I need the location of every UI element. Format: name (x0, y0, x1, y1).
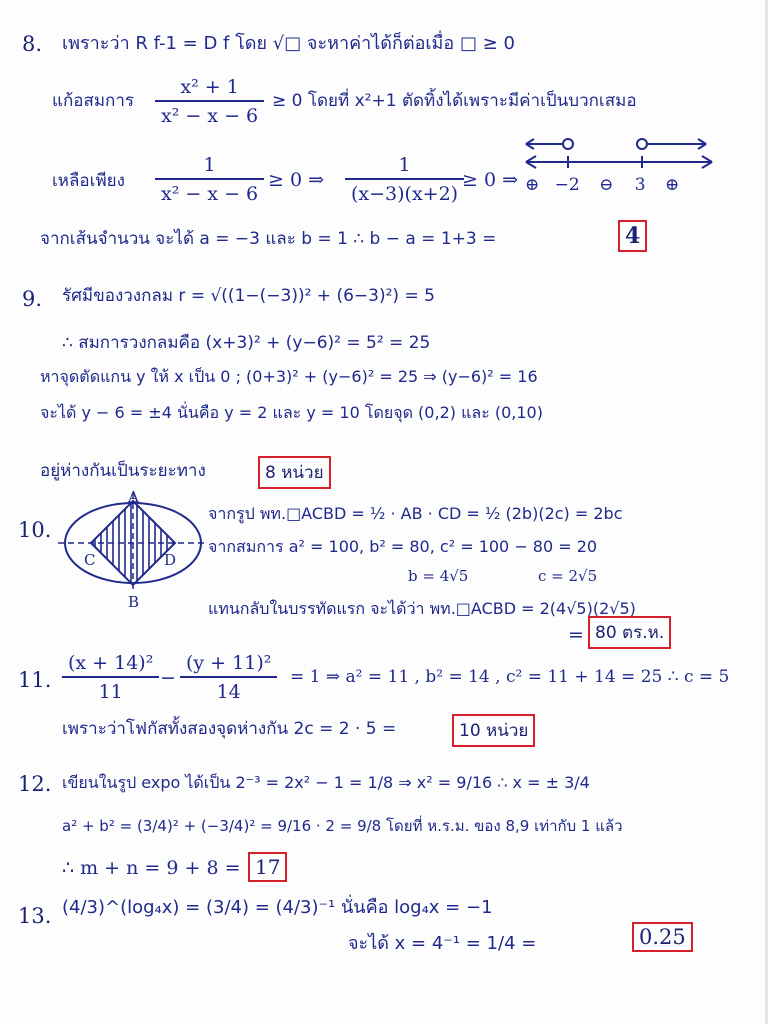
problem-12-line-3: ∴ m + n = 9 + 8 = (62, 857, 241, 879)
problem-8-line-1: เพราะว่า R f-1 = D f โดย √□ จะหาค่าได้ก็ต่อเมื่อ □ ≥ 0 (62, 33, 515, 54)
problem-10-b-value: b = 4√5 (408, 567, 469, 585)
problem-9-line-1: รัศมีของวงกลม r = √((1−(−3))² + (6−3)²) = 5 (62, 286, 435, 306)
problem-9-line-4: จะได้ y − 6 = ±4 นั่นคือ y = 2 และ y = 10 โดยจุด (0,2) และ (0,10) (40, 403, 543, 422)
problem-8-line-3-suffix: ≥ 0 ⇒ (462, 169, 519, 191)
problem-8-line-2-prefix: แก้อสมการ (52, 91, 135, 111)
answer: 8 หน่วย (258, 456, 331, 489)
point-a-label: A (128, 488, 139, 506)
point-d-label: D (164, 551, 177, 569)
fraction-denominator: 14 (180, 676, 277, 703)
problem-8-line-4: จากเส้นจำนวน จะได้ a = −3 และ b = 1 ∴ b − a = 1+3 = (40, 229, 497, 249)
problem-11-answer-box (452, 714, 535, 747)
problem-8-fraction-2 (155, 154, 264, 205)
fraction-numerator: 1 (203, 154, 216, 176)
problem-9-answer-box (258, 456, 331, 489)
fraction-denominator: x² − x − 6 (155, 178, 264, 205)
problem-12-answer-box (248, 852, 287, 882)
answer: 4 (618, 220, 647, 252)
fraction-numerator: (y + 11)² (186, 652, 272, 674)
problem-8-number: 8. (22, 32, 43, 56)
fraction-numerator: x² + 1 (180, 76, 239, 98)
problem-8-answer-box (618, 220, 647, 252)
problem-13-line-2: จะได้ x = 4⁻¹ = 1/4 = (348, 933, 537, 954)
positive-sign: ⊕ (525, 175, 540, 195)
problem-12-number: 12. (18, 772, 52, 796)
number-line-labels (525, 176, 679, 195)
problem-11-line-2: เพราะว่าโฟกัสทั้งสองจุดห่างกัน 2c = 2 · 5 = (62, 719, 397, 739)
point-b-label: B (128, 593, 140, 611)
problem-9-number: 9. (22, 287, 43, 311)
problem-13-answer-box (632, 922, 693, 952)
problem-11-minus: − (160, 667, 176, 689)
problem-10-c-value: c = 2√5 (538, 567, 598, 585)
answer: 0.25 (632, 922, 693, 952)
answer: 80 ตร.ห. (588, 616, 671, 649)
problem-8-line-3-prefix: เหลือเพียง (52, 171, 125, 191)
fraction-numerator: 1 (398, 154, 411, 176)
answer: 17 (248, 852, 287, 882)
problem-11-fraction-2 (180, 652, 277, 703)
fraction-numerator: (x + 14)² (68, 652, 154, 674)
answer: 10 หน่วย (452, 714, 535, 747)
problem-8-fraction-1 (155, 76, 264, 127)
problem-9-line-5: อยู่ห่างกันเป็นระยะทาง (40, 461, 206, 481)
negative-sign: ⊖ (599, 175, 614, 195)
problem-10-equals: = (568, 624, 584, 646)
problem-11-number: 11. (18, 668, 52, 692)
problem-11-line-1: = 1 ⇒ a² = 11 , b² = 14 , c² = 11 + 14 = 25 ∴ c = 5 (290, 667, 730, 687)
problem-10-number: 10. (18, 518, 52, 542)
positive-sign: ⊕ (665, 175, 680, 195)
problem-12-line-1: เขียนในรูป expo ได้เป็น 2⁻³ = 2x² − 1 = 1/8 ⇒ x² = 9/16 ∴ x = ± 3/4 (62, 773, 590, 792)
problem-9-line-3: หาจุดตัดแกน y ให้ x เป็น 0 ; (0+3)² + (y−6)² = 25 ⇒ (y−6)² = 16 (40, 367, 538, 386)
fraction-denominator: x² − x − 6 (155, 100, 264, 127)
problem-9-line-2: ∴ สมการวงกลมคือ (x+3)² + (y−6)² = 5² = 25 (62, 333, 431, 353)
label-3: 3 (634, 175, 646, 195)
problem-13-line-1: (4/3)^(log₄x) = (3/4) = (4/3)⁻¹ นั่นคือ log₄x = −1 (62, 897, 493, 918)
problem-8-line-3-mid: ≥ 0 ⇒ (268, 169, 325, 191)
label-minus-2: −2 (554, 175, 580, 195)
problem-10-line-2: จากสมการ a² = 100, b² = 80, c² = 100 − 80 = 20 (208, 537, 598, 556)
problem-10-line-3: แทนกลับในบรรทัดแรก จะได้ว่า พท.□ACBD = 2(4√5)(2√5) (208, 599, 636, 618)
fraction-denominator: (x−3)(x+2) (345, 178, 464, 205)
problem-12-line-2: a² + b² = (3/4)² + (−3/4)² = 9/16 · 2 = 9/8 โดยที่ ห.ร.ม. ของ 8,9 เท่ากับ 1 แล้ว (62, 817, 623, 835)
fraction-denominator: 11 (62, 676, 159, 703)
problem-10-answer-box (588, 616, 671, 649)
problem-10-line-1: จากรูป พท.□ACBD = ½ · AB · CD = ½ (2b)(2c) = 2bc (208, 504, 623, 523)
problem-8-line-2-suffix: ≥ 0 โดยที่ x²+1 ตัดทิ้งได้เพราะมีค่าเป็นบวกเสมอ (272, 91, 637, 111)
problem-11-fraction-1 (62, 652, 159, 703)
point-c-label: C (84, 551, 96, 569)
problem-13-number: 13. (18, 904, 52, 928)
problem-8-fraction-3 (345, 154, 464, 205)
